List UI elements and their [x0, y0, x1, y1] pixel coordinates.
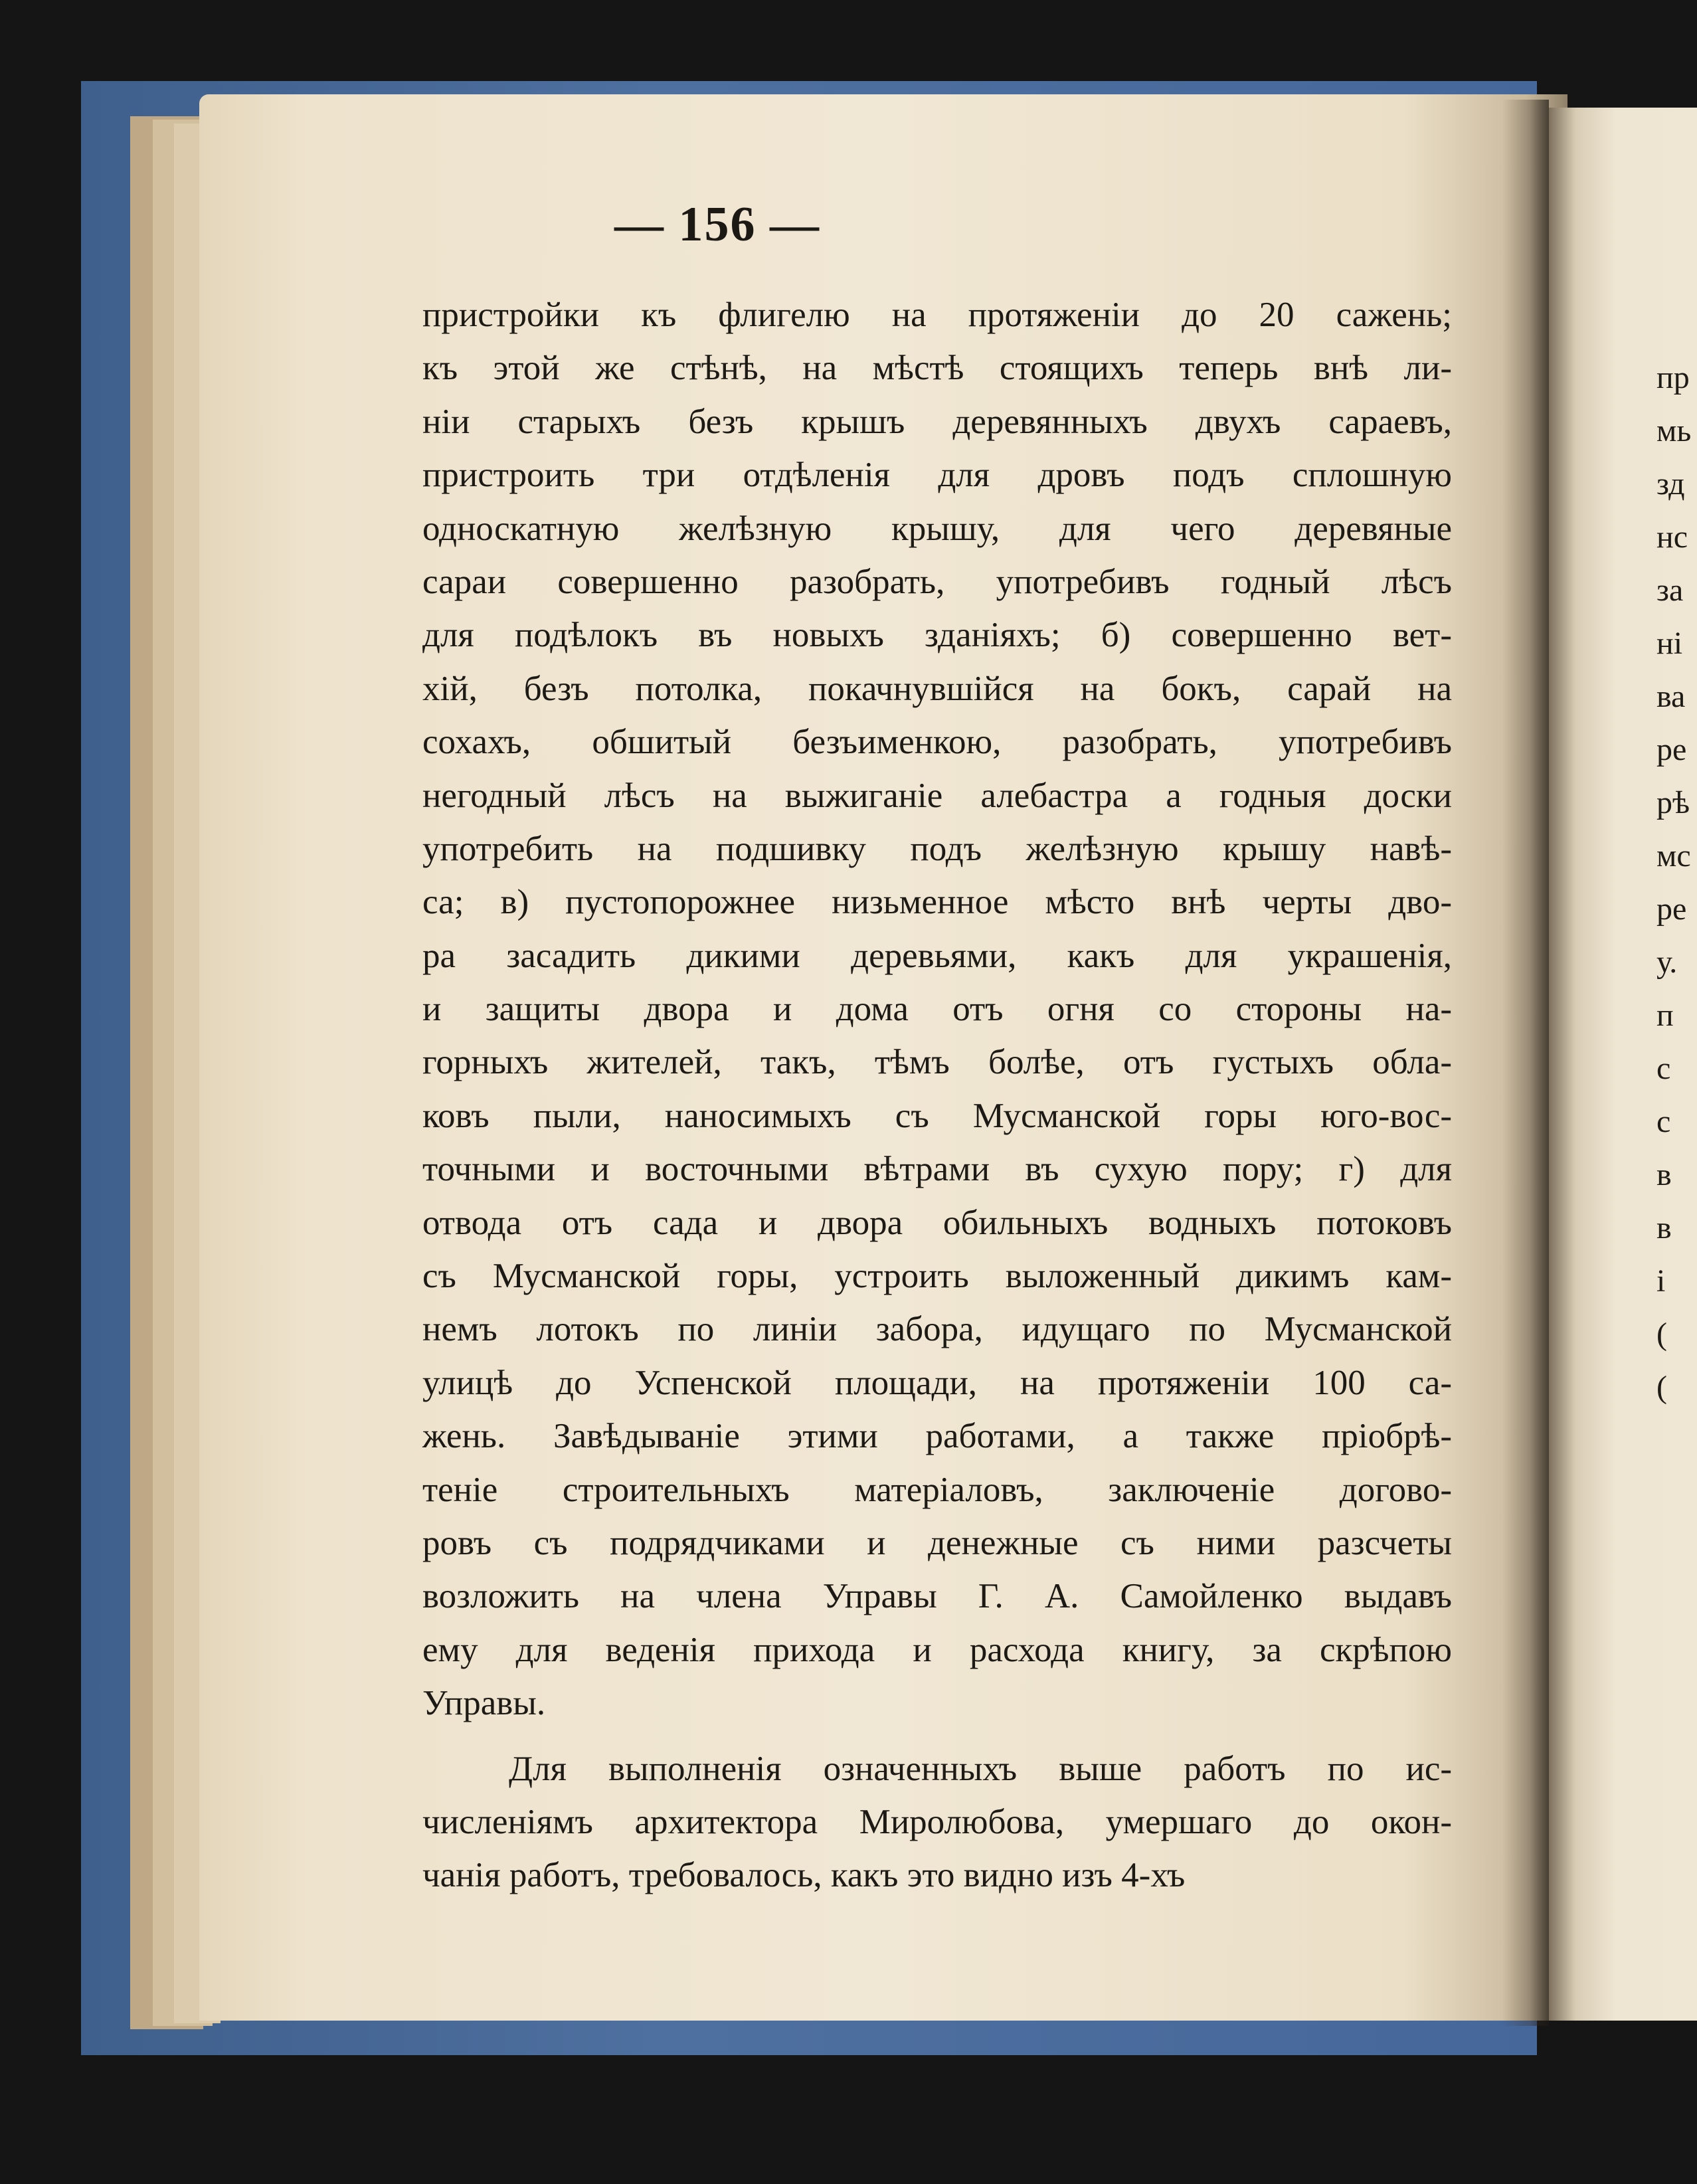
facing-page-fragment: мь — [1656, 413, 1692, 448]
text-line: ему для веденія прихода и расхода книгу, за скрѣпою — [422, 1630, 1452, 1669]
facing-page-fragment: нс — [1656, 519, 1688, 555]
facing-page-fragment: ва — [1656, 679, 1686, 714]
text-line: отвода отъ сада и двора обильныхъ водныхъ потоковъ — [422, 1203, 1452, 1242]
text-line: точными и восточными вѣтрами въ сухую пору; г) для — [422, 1150, 1452, 1189]
facing-page — [1549, 108, 1697, 2021]
facing-page-fragment: пр — [1656, 360, 1690, 395]
facing-page-fragment: і — [1656, 1263, 1666, 1299]
facing-page-fragment: ( — [1656, 1370, 1667, 1405]
facing-page-fragment: рѣ — [1656, 785, 1690, 820]
facing-page-fragment: у. — [1656, 945, 1678, 980]
facing-page-fragment: ре — [1656, 732, 1687, 767]
text-line: жень. Завѣдываніе этими работами, а также пріобрѣ- — [422, 1417, 1452, 1456]
facing-page-fragment: с — [1656, 1051, 1671, 1086]
text-line: ніи старыхъ безъ крышъ деревянныхъ двухъ сараевъ, — [422, 402, 1452, 441]
facing-page-fragment: в — [1656, 1157, 1672, 1192]
facing-page-fragment: ре — [1656, 891, 1687, 927]
text-line: употребить на подшивку подъ желѣзную крышу навѣ- — [422, 829, 1452, 868]
body-text — [422, 288, 1452, 1902]
text-line: и защиты двора и дома отъ огня со стороны на- — [422, 990, 1452, 1029]
text-line: теніе строительныхъ матеріаловъ, заключеніе догово- — [422, 1470, 1452, 1509]
text-line: для подѣлокъ въ новыхъ зданіяхъ; б) совершенно вет- — [422, 616, 1452, 655]
text-line: пристройки къ флигелю на протяженіи до 20 сажень; — [422, 296, 1452, 334]
text-line: Управы. — [422, 1684, 546, 1723]
text-line: чанія работъ, требовалось, какъ это видно изъ 4-хъ — [422, 1856, 1186, 1895]
text-line: сохахъ, обшитый безъименкою, разобрать, употребивъ — [422, 723, 1452, 762]
text-line: пристроить три отдѣленія для дровъ подъ сплошную — [422, 456, 1452, 495]
text-line: съ Мусманской горы, устроить выложенный дикимъ кам- — [422, 1257, 1452, 1296]
text-line: улицѣ до Успенской площади, на протяженіи 100 са- — [422, 1363, 1452, 1402]
text-line: хій, безъ потолка, покачнувшійся на бокъ, сарай на — [422, 669, 1452, 708]
page-number: — 156 — — [614, 197, 820, 252]
text-line: ковъ пыли, наносимыхъ съ Мусманской горы юго-вос- — [422, 1096, 1452, 1135]
text-line: численіямъ архитектора Миролюбова, умершаго до окон- — [422, 1802, 1452, 1841]
text-line: са; в) пустопорожнее низьменное мѣсто внѣ черты дво- — [422, 883, 1452, 922]
text-line: сараи совершенно разобрать, употребивъ годный лѣсъ — [422, 562, 1452, 601]
text-line: къ этой же стѣнѣ, на мѣстѣ стоящихъ теперь внѣ ли- — [422, 349, 1452, 388]
text-line: немъ лотокъ по линіи забора, идущаго по Мусманской — [422, 1310, 1452, 1349]
text-line: односкатную желѣзную крышу, для чего деревяные — [422, 509, 1452, 548]
facing-page-fragment: п — [1656, 998, 1674, 1033]
facing-page-fragment: в — [1656, 1210, 1672, 1245]
book-gutter-shadow — [1502, 100, 1549, 2026]
facing-page-fragment: мс — [1656, 838, 1691, 873]
facing-page-fragment: ні — [1656, 626, 1683, 661]
facing-page-fragment: с — [1656, 1104, 1671, 1139]
facing-page-fragment: ( — [1656, 1317, 1667, 1352]
facing-page-fragment: зд — [1656, 466, 1685, 501]
facing-page-fragment: за — [1656, 573, 1684, 608]
text-line: возложить на члена Управы Г. А. Самойленко выдавъ — [422, 1577, 1452, 1616]
text-line: ровъ съ подрядчиками и денежные съ ними разсчеты — [422, 1523, 1452, 1562]
text-line: негодный лѣсъ на выжиганіе алебастра а годныя доски — [422, 776, 1452, 815]
text-line: ра засадить дикими деревьями, какъ для украшенія, — [422, 936, 1452, 975]
text-line: Для выполненія означенныхъ выше работъ по ис- — [509, 1749, 1452, 1788]
text-line: горныхъ жителей, такъ, тѣмъ болѣе, отъ густыхъ обла- — [422, 1043, 1452, 1082]
